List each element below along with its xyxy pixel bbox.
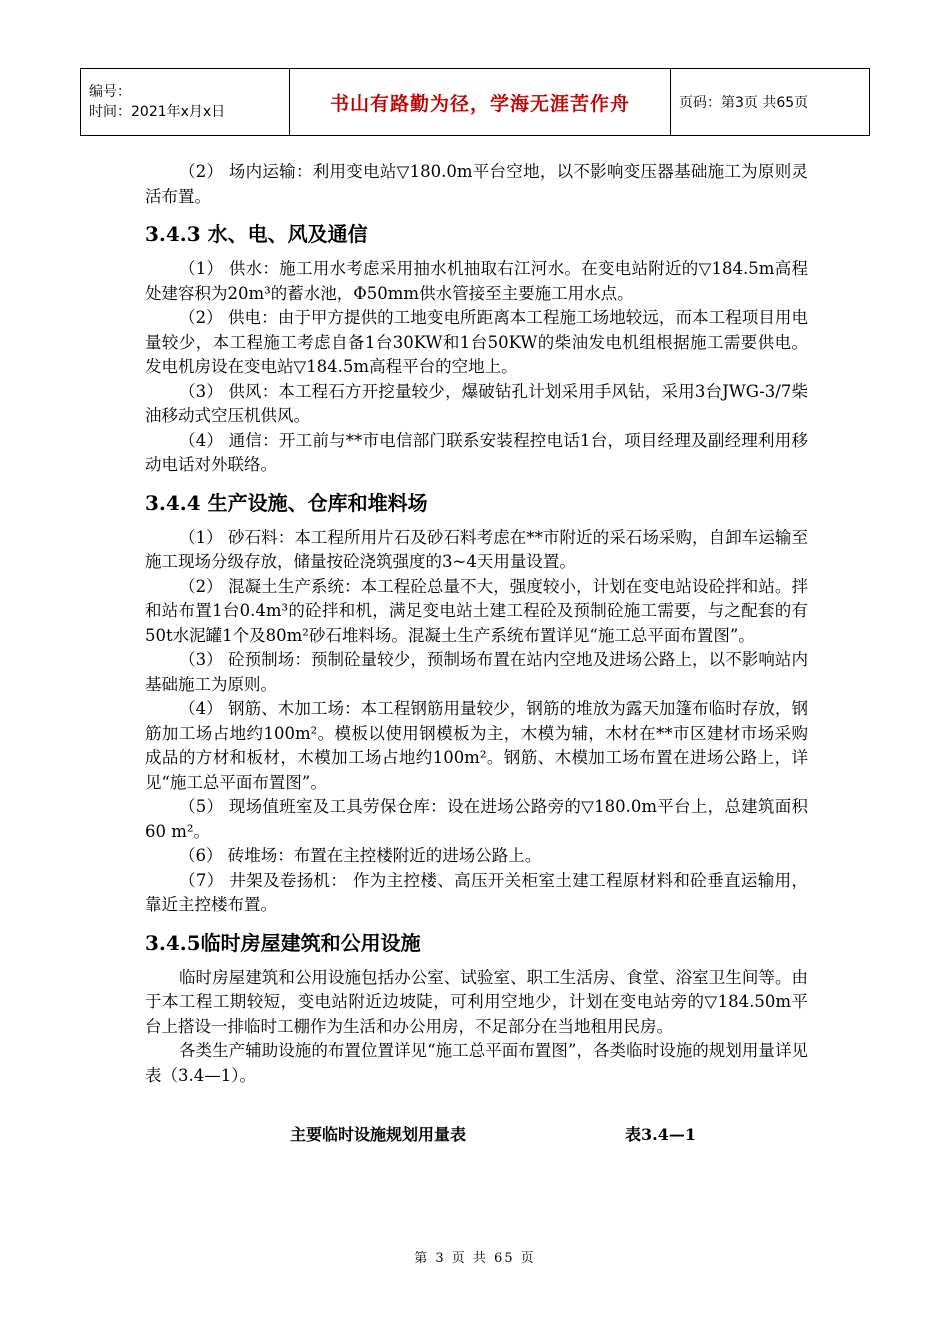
header-date-label: 时间：2021年x月x日 <box>89 104 226 120</box>
paragraph: 各类生产辅助设施的布置位置详见“施工总平面布置图”，各类临时设施的规划用量详见表（3.4—1）。 <box>145 1041 808 1085</box>
paragraph: （1） 砂石料：本工程所用片石及砂石料考虑在**市附近的采石场采购，自卸车运输至施工现场分级存放，储量按砼浇筑强度的3~4天用量设置。 <box>145 527 808 571</box>
table-caption <box>145 1122 808 1146</box>
paragraph: （6） 砖堆场：布置在主控楼附近的进场公路上。 <box>179 846 542 865</box>
section-heading-3-4-5: 3.4.5临时房屋建筑和公用设施 <box>145 930 421 955</box>
table-caption-title: 主要临时设施规划用量表 <box>290 1125 467 1144</box>
paragraph: （1） 供水：施工用水考虑采用抽水机抽取右江河水。在变电站附近的▽184.5m高程处建容积为20m³的蓄水池，Φ50mm供水管接至主要施工用水点。 <box>145 259 808 303</box>
paragraph: （3） 砼预制场：预制砼量较少，预制场布置在站内空地及进场公路上，以不影响站内基础施工为原则。 <box>145 650 808 694</box>
paragraph: （5） 现场值班室及工具劳保仓库：设在进场公路旁的▽180.0m平台上，总建筑面积60 m²。 <box>145 797 808 841</box>
page-header <box>80 68 870 136</box>
paragraph: （7） 井架及卷扬机： 作为主控楼、高压开关柜室土建工程原材料和砼垂直运输用，靠近主控楼布置。 <box>145 870 808 914</box>
header-meta <box>81 69 290 136</box>
header-motto: 书山有路勤为径，学海无涯苦作舟 <box>290 69 671 136</box>
header-number-label: 编号： <box>89 84 131 100</box>
page-footer: 第 3 页 共 65 页 <box>414 1251 536 1266</box>
paragraph: （4） 钢筋、木加工场：本工程钢筋用量较少，钢筋的堆放为露天加篷布临时存放，钢筋加工场占地约100m²。模板以使用钢模板为主，木模为辅，木材在**市区建材市场采购成品的方材和板材，木模加工场占地约100m²。钢筋、木模加工场布置在进场公路上，详见“施工总平面布置图”。 <box>145 699 808 792</box>
table-caption-number: 表3.4—1 <box>625 1125 696 1144</box>
header-page-label: 页码：第3页 共65页 <box>671 69 870 136</box>
paragraph: （3） 供风：本工程石方开挖量较少，爆破钻孔计划采用手风钻，采用3台JWG-3/7柴油移动式空压机供风。 <box>145 381 808 425</box>
section-heading-3-4-4: 3.4.4 生产设施、仓库和堆料场 <box>145 490 428 515</box>
section-heading-3-4-3: 3.4.3 水、电、风及通信 <box>145 222 368 246</box>
paragraph: （2） 混凝土生产系统：本工程砼总量不大，强度较小，计划在变电站设砼拌和站。拌和站布置1台0.4m³的砼拌和机，满足变电站土建工程砼及预制砼施工需要，与之配套的有50t水泥罐1个及80m²砂石堆料场。混凝土生产系统布置详见“施工总平面布置图”。 <box>145 576 808 645</box>
paragraph: （4） 通信：开工前与**市电信部门联系安装程控电话1台，项目经理及副经理利用移动电话对外联络。 <box>145 430 808 474</box>
paragraph: （2） 供电：由于甲方提供的工地变电所距离本工程施工场地较远，而本工程项目用电量较少，本工程施工考虑自备1台30KW和1台50KW的柴油发电机组根据施工需要供电。发电机房设在变电站▽184.5m高程平台的空地上。 <box>145 308 808 376</box>
paragraph: 临时房屋建筑和公用设施包括办公室、试验室、职工生活房、食堂、浴室卫生间等。由于本工程工期较短，变电站附近边坡陡，可利用空地少，计划在变电站旁的▽184.50m平台上搭设一排临时工棚作为生活和办公用房，不足部分在当地租用民房。 <box>145 967 808 1036</box>
document-body <box>145 160 808 1146</box>
paragraph: （2） 场内运输：利用变电站▽180.0m平台空地，以不影响变压器基础施工为原则灵活布置。 <box>145 162 808 206</box>
